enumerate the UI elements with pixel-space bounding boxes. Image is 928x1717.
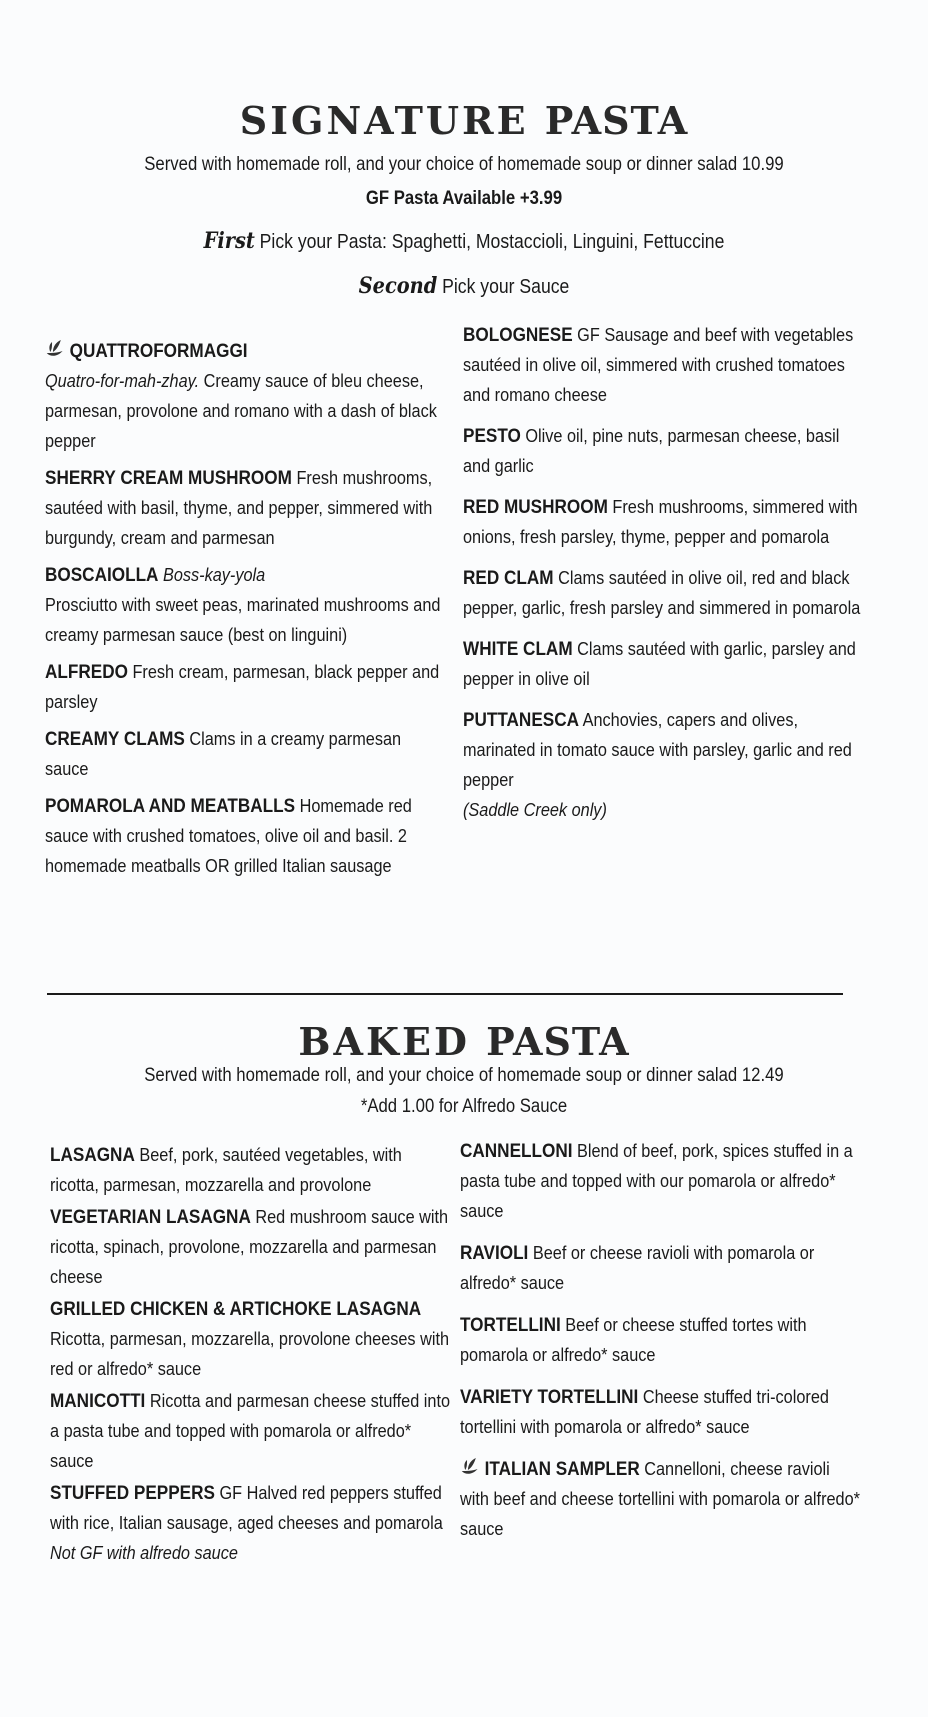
menu-item-text (460, 1136, 860, 1226)
menu-item-description: Beef, pork, sautéed vegetables, with ricotta, parmesan, mozzarella and provolone (50, 1144, 402, 1195)
menu-item-text (460, 1238, 860, 1298)
menu-item (463, 320, 863, 410)
menu-item-name: TORTELLINI (460, 1314, 561, 1336)
menu-item-name: PESTO (463, 425, 521, 447)
title-word-2: PASTA (486, 1019, 630, 1064)
baked-right-column (460, 1136, 860, 1556)
menu-item (460, 1454, 860, 1544)
menu-item-description: Fresh cream, parmesan, black pepper and parsley (45, 661, 440, 712)
menu-item-text (45, 463, 445, 553)
leaf-icon (460, 1456, 483, 1476)
menu-item-text (45, 791, 445, 881)
baked-left-column (50, 1140, 450, 1570)
menu-item-description: Beef or cheese ravioli with pomarola or alfredo* sauce (460, 1242, 815, 1293)
gf-note: GF Pasta Available +3.99 (365, 188, 563, 209)
menu-item (463, 705, 863, 825)
menu-item (460, 1136, 860, 1226)
step-first-script: First (203, 228, 255, 254)
menu-item-text (50, 1478, 450, 1568)
menu-item (45, 791, 445, 881)
menu-item-text (460, 1310, 860, 1370)
menu-item-text (50, 1202, 450, 1292)
menu-item-name: LASAGNA (50, 1144, 135, 1166)
menu-item-name: GRILLED CHICKEN & ARTICHOKE LASAGNA (50, 1298, 422, 1320)
menu-item-description: Ricotta, parmesan, mozzarella, provolone cheeses with red or alfredo* sauce (50, 1328, 450, 1379)
signature-left-column (45, 336, 445, 888)
menu-item (50, 1140, 450, 1200)
menu-item-name: ITALIAN SAMPLER (484, 1458, 640, 1480)
menu-item-note: Not GF with alfredo sauce (50, 1542, 238, 1563)
baked-pasta-title (0, 1019, 928, 1064)
menu-item-description: Homemade red sauce with crushed tomatoes, olive oil and basil. 2 homemade meatballs OR grilled Italian sausage (45, 795, 412, 876)
menu-item (50, 1294, 450, 1384)
menu-item-name: BOSCAIOLLA (45, 564, 159, 586)
menu-item-description: Red mushroom sauce with ricotta, spinach, provolone, mozzarella and parmesan cheese (50, 1206, 449, 1287)
menu-item (463, 492, 863, 552)
menu-item-name: CANNELLONI (460, 1140, 573, 1162)
menu-item-text (50, 1386, 450, 1476)
menu-item-name: SHERRY CREAM MUSHROOM (45, 467, 292, 489)
menu-item-text (45, 724, 445, 784)
menu-item-name: VARIETY TORTELLINI (460, 1386, 639, 1408)
alfredo-addon-note: *Add 1.00 for Alfredo Sauce (360, 1096, 568, 1117)
menu-item-name: WHITE CLAM (463, 638, 573, 660)
signature-pasta-title (0, 98, 928, 143)
menu-item-description: Blend of beef, pork, spices stuffed in a pasta tube and topped with our pomarola or alfredo* sauce (460, 1140, 853, 1221)
menu-item-name: RAVIOLI (460, 1242, 529, 1264)
menu-item (45, 724, 445, 784)
menu-item-text (45, 560, 445, 650)
step-first (56, 228, 873, 255)
menu-item (463, 421, 863, 481)
menu-item-text (463, 320, 863, 410)
menu-item-description: Olive oil, pine nuts, parmesan cheese, basil and garlic (463, 425, 840, 476)
menu-item-description: Clams sautéed in olive oil, red and black pepper, garlic, fresh parsley and simmered in pomarola (463, 567, 861, 618)
menu-item-description: Fresh mushrooms, sautéed with basil, thyme, and pepper, simmered with burgundy, cream and parmesan (45, 467, 433, 548)
menu-item-name: POMAROLA AND MEATBALLS (45, 795, 296, 817)
menu-item-text (460, 1454, 860, 1544)
menu-item-description: Creamy sauce of bleu cheese, parmesan, provolone and romano with a dash of black pepper (45, 370, 437, 451)
menu-item-text (45, 657, 445, 717)
menu-item-name: RED MUSHROOM (463, 496, 608, 518)
dietary-tag: GF (219, 1482, 243, 1503)
menu-item (50, 1386, 450, 1476)
menu-item-text (50, 1294, 450, 1384)
menu-item-description: Cannelloni, cheese ravioli with beef and cheese tortellini with pomarola or alfredo* sauce (460, 1458, 861, 1539)
menu-item-description: Clams sautéed with garlic, parsley and pepper in olive oil (463, 638, 856, 689)
menu-item-text (463, 705, 863, 825)
step-first-text: Pick your Pasta: Spaghetti, Mostaccioli, Linguini, Fettuccine (254, 231, 725, 253)
menu-item (460, 1238, 860, 1298)
menu-item (460, 1382, 860, 1442)
menu-item-name: BOLOGNESE (463, 324, 573, 346)
menu-item-name: STUFFED PEPPERS (50, 1482, 215, 1504)
menu-item-description: Halved red peppers stuffed with rice, Italian sausage, aged cheeses and pomarola (50, 1482, 443, 1533)
menu-item (463, 634, 863, 694)
leaf-icon (45, 338, 68, 358)
menu-item (45, 463, 445, 553)
menu-item (45, 657, 445, 717)
dietary-tag: GF (577, 324, 600, 345)
step-second (56, 273, 873, 300)
signature-right-column (463, 320, 863, 836)
signature-subtitle: Served with homemade roll, and your choice of homemade soup or dinner salad 10.99 (144, 154, 784, 175)
menu-item-description: Clams in a creamy parmesan sauce (45, 728, 402, 779)
menu-item (460, 1310, 860, 1370)
step-second-text: Pick your Sauce (437, 276, 570, 298)
menu-item (463, 563, 863, 623)
menu-item-description: Sausage and beef with vegetables sautéed in olive oil, simmered with crushed tomatoes and romano cheese (463, 324, 854, 405)
menu-item-description: Ricotta and parmesan cheese stuffed into a pasta tube and topped with pomarola or alfredo* sauce (50, 1390, 451, 1471)
menu-item-description: Prosciutto with sweet peas, marinated mushrooms and creamy parmesan sauce (best on linguini) (45, 594, 441, 645)
title-word-1: SIGNATURE (239, 98, 529, 143)
menu-item-text (45, 336, 445, 456)
menu-item-note: (Saddle Creek only) (463, 799, 607, 820)
baked-subtitle: Served with homemade roll, and your choice of homemade soup or dinner salad 12.49 (144, 1065, 784, 1086)
section-divider (47, 993, 843, 995)
menu-item-description: Cheese stuffed tri-colored tortellini with pomarola or alfredo* sauce (460, 1386, 829, 1437)
menu-item-name: MANICOTTI (50, 1390, 146, 1412)
step-second-script: Second (358, 273, 438, 299)
menu-item-description: Fresh mushrooms, simmered with onions, fresh parsley, thyme, pepper and pomarola (463, 496, 858, 547)
menu-item (50, 1202, 450, 1292)
menu-item-name: QUATTROFORMAGGI (69, 340, 248, 362)
pronunciation: Boss-kay-yola (162, 564, 266, 585)
menu-item-text (460, 1382, 860, 1442)
menu-item-name: PUTTANESCA (463, 709, 579, 731)
menu-item (50, 1478, 450, 1568)
menu-item (45, 560, 445, 650)
menu-item-text (463, 421, 863, 481)
menu-item-name: RED CLAM (463, 567, 554, 589)
menu-item-text (463, 492, 863, 552)
menu-item-name: VEGETARIAN LASAGNA (50, 1206, 251, 1228)
pronunciation: Quatro-for-mah-zhay. (45, 370, 200, 391)
menu-item-name: CREAMY CLAMS (45, 728, 185, 750)
title-word-2: PASTA (544, 98, 689, 143)
menu-item (45, 336, 445, 456)
menu-item-text (50, 1140, 450, 1200)
menu-item-text (463, 634, 863, 694)
menu-item-description: Beef or cheese stuffed tortes with pomarola or alfredo* sauce (460, 1314, 807, 1365)
menu-item-text (463, 563, 863, 623)
title-word-1: BAKED (298, 1019, 470, 1064)
menu-item-name: ALFREDO (45, 661, 128, 683)
menu-item-description: Anchovies, capers and olives, marinated in tomato sauce with parsley, garlic and red pepper (463, 709, 852, 790)
